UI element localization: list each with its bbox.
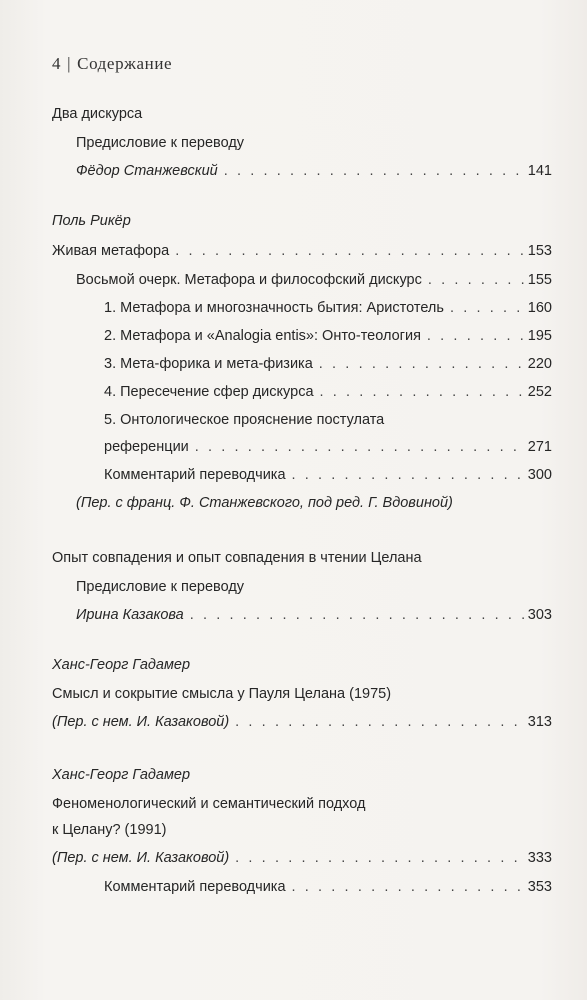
- leader-dots: [235, 711, 524, 733]
- toc-subentry: 4. Пересечение сфер дискурса . . . 252: [104, 381, 552, 403]
- toc-page-number: 333: [527, 850, 552, 866]
- toc-subentry-continuation: референции . . . 271: [104, 436, 552, 458]
- toc-subentry: 3. Мета-форика и мета-физика . . . 220: [104, 353, 552, 375]
- toc-page-number: 252: [527, 384, 552, 400]
- toc-page-number: 141: [527, 163, 552, 179]
- leader-dots: [428, 269, 524, 291]
- toc-page-number: 353: [527, 879, 552, 895]
- toc-page-number: 303: [527, 607, 552, 623]
- toc-page-number: 220: [527, 356, 552, 372]
- toc-page-number: 300: [527, 467, 552, 483]
- toc-subentry: 1. Метафора и многозначность бытия: Аристотель . . . 160: [104, 297, 552, 319]
- toc-translator-note: (Пер. с франц. Ф. Станжевского, под ред. Г. Вдовиной): [76, 495, 453, 511]
- leader-dots: [292, 464, 524, 486]
- leader-dots: [224, 160, 524, 182]
- toc-entry-continuation: к Целану? (1991): [52, 822, 167, 838]
- toc-entry: Восьмой очерк. Метафора и философский дискурс . . . 155: [76, 269, 552, 291]
- toc-page-number: 153: [527, 243, 552, 259]
- leader-dots: [235, 847, 524, 869]
- toc-page-number: 271: [527, 439, 552, 455]
- page-number: 4: [52, 54, 62, 73]
- leader-dots: [190, 604, 524, 626]
- toc-page-number: 313: [527, 714, 552, 730]
- toc-subentry: 5. Онтологическое прояснение постулата: [104, 412, 385, 428]
- leader-dots: [195, 436, 524, 458]
- leader-dots: [320, 381, 524, 403]
- toc-translator-note: (Пер. с нем. И. Казаковой) . . . 313: [52, 711, 552, 733]
- toc-page-number: 160: [527, 300, 552, 316]
- toc-section-title: Два дискурса: [52, 106, 143, 122]
- toc-entry: Смысл и сокрытие смысла у Пауля Целана (1975): [52, 686, 392, 702]
- leader-dots: [427, 325, 524, 347]
- toc-author: Ханс-Георг Гадамер: [52, 657, 191, 673]
- leader-dots: [450, 297, 524, 319]
- toc-entry: Предисловие к переводу: [76, 579, 245, 595]
- leader-dots: [319, 353, 524, 375]
- toc-entry: Феноменологический и семантический подход: [52, 796, 366, 812]
- toc-entry: Предисловие к переводу: [76, 135, 245, 151]
- header-separator: |: [67, 54, 72, 73]
- toc-author: Ханс-Георг Гадамер: [52, 767, 191, 783]
- toc-entry-author: Фёдор Станжевский . . . 141: [76, 160, 552, 182]
- leader-dots: [175, 240, 524, 262]
- toc-subentry: 2. Метафора и «Analogia entis»: Онто-теология . . . 195: [104, 325, 552, 347]
- page-title: Содержание: [77, 54, 173, 73]
- toc-entry: Живая метафора . . . 153: [52, 240, 552, 262]
- toc-entry-author: Ирина Казакова . . . 303: [76, 604, 552, 626]
- toc-subentry: Комментарий переводчика . . . 300: [104, 464, 552, 486]
- leader-dots: [292, 876, 524, 898]
- toc-translator-note: (Пер. с нем. И. Казаковой) . . . 333: [52, 847, 552, 869]
- toc-section-title: Опыт совпадения и опыт совпадения в чтении Целана: [52, 550, 422, 566]
- toc-subentry: Комментарий переводчика . . . 353: [104, 876, 552, 898]
- toc-author: Поль Рикёр: [52, 213, 131, 229]
- page-header: [52, 54, 172, 74]
- toc-page-number: 195: [527, 328, 552, 344]
- toc-page-number: 155: [527, 272, 552, 288]
